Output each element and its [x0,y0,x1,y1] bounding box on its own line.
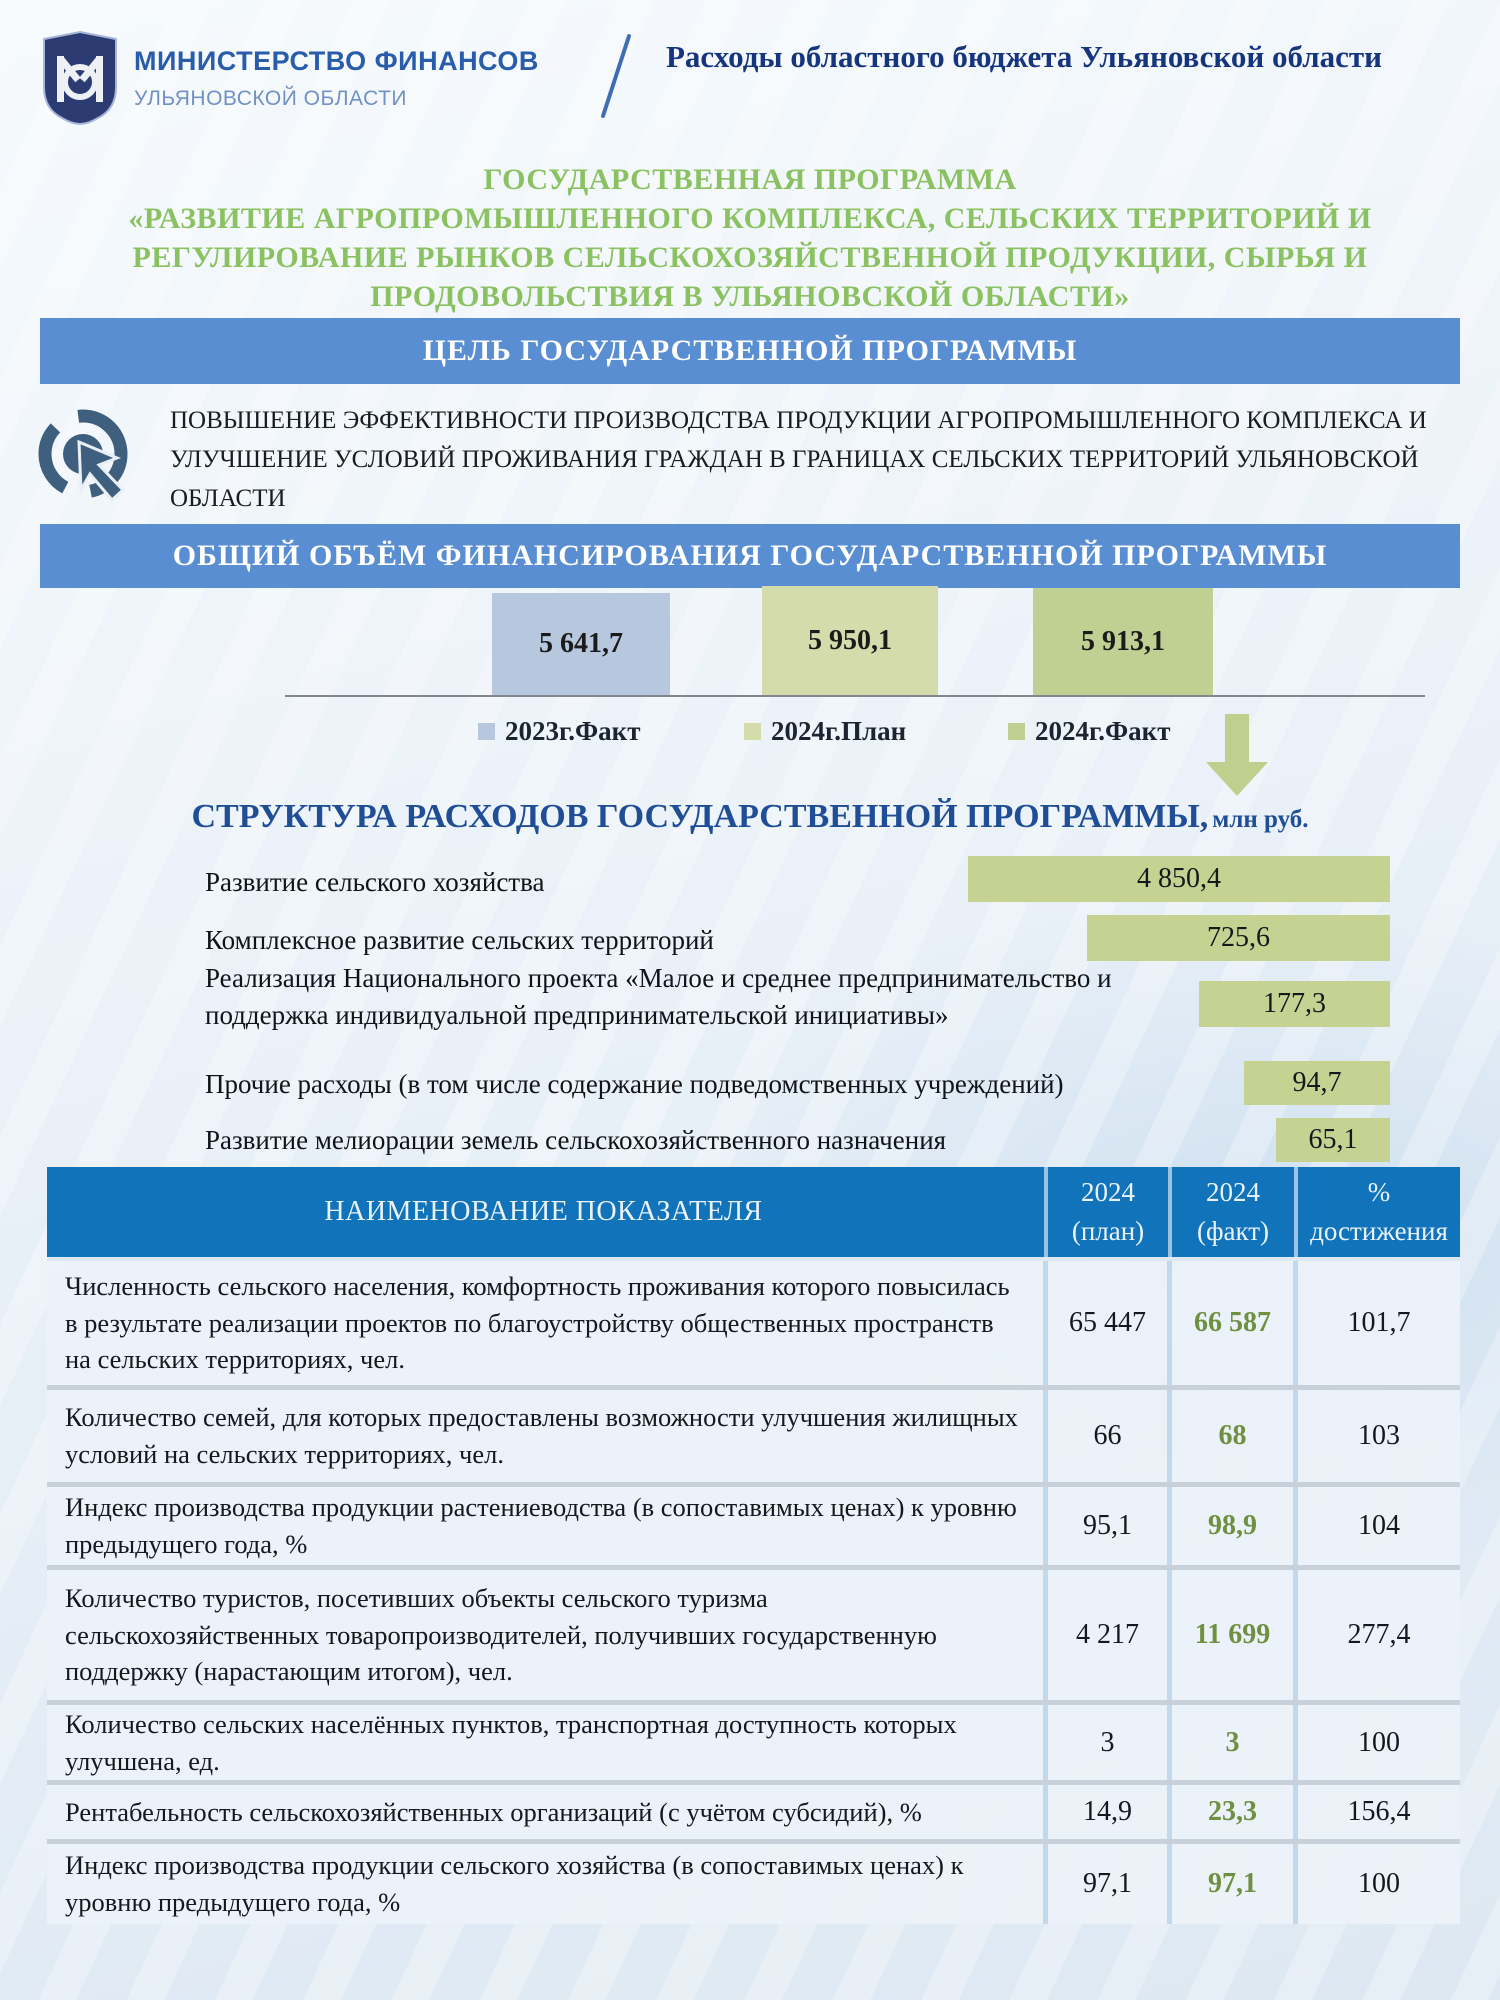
structure-bar: 65,1 [1276,1118,1390,1162]
row-pct-value: 103 [1358,1420,1400,1451]
table-row [47,1839,1460,1924]
program-title-line: ПРОДОВОЛЬСТВИЯ В УЛЬЯНОВСКОЙ ОБЛАСТИ» [370,280,1130,313]
row-pct-value: 156,4 [1347,1796,1411,1827]
header-plan [1048,1167,1172,1257]
row-name: Индекс производства продукции сельского хозяйства (в сопоставимых ценах) к уровню предыдущего года, % [47,1844,1048,1924]
row-fact-value: 66 587 [1172,1261,1298,1385]
structure-label: Комплексное развитие сельских территорий [205,925,714,955]
arrow-head [1206,762,1268,796]
row-name: Рентабельность сельскохозяйственных организаций (с учётом субсидий), % [47,1785,1048,1839]
row-pct-value: 277,4 [1347,1619,1411,1650]
legend-swatch-blue [478,723,495,740]
structure-label: Развитие сельского хозяйства [205,867,545,897]
legend-swatch-lightgreen [744,723,761,740]
structure-title-text: СТРУКТУРА РАСХОДОВ ГОСУДАРСТВЕННОЙ ПРОГРАММЫ, [191,798,1209,835]
structure-label: Прочие расходы (в том числе содержание подведомственных учреждений) [205,1069,1064,1099]
table-row [47,1565,1460,1700]
program-title-line: «РАЗВИТИЕ АГРОПРОМЫШЛЕННОГО КОМПЛЕКСА, СЕЛЬСКИХ ТЕРРИТОРИЙ И [128,202,1372,235]
header-pct-sub: достижения [1310,1216,1448,1246]
row-plan-value: 66 [1048,1390,1172,1482]
legend-label: 2024г.План [771,716,907,746]
row-name: Количество туристов, посетивших объекты сельского туризма сельскохозяйственных товаропроизводителей, получивших государственную поддержку (нарастающим итогом), чел. [47,1570,1048,1700]
ministry-title-block [134,46,539,111]
legend-label: 2023г.Факт [505,716,641,746]
row-plan-value: 65 447 [1048,1261,1172,1385]
row-fact-value: 68 [1172,1390,1298,1482]
units-label: млн руб. [1212,806,1309,833]
funding-bar-2023-fact: 5 641,7 [492,593,670,695]
row-plan-value: 97,1 [1048,1844,1172,1924]
row-fact-value: 98,9 [1172,1487,1298,1565]
indicators-table [47,1167,1460,1924]
header-fact [1172,1167,1298,1257]
funding-bar-2024-plan: 5 950,1 [762,586,938,695]
row-plan-value: 14,9 [1048,1785,1172,1839]
row-name: Количество сельских населённых пунктов, транспортная доступность которых улучшена, ед. [47,1705,1048,1780]
structure-bar: 725,6 [1087,915,1390,961]
target-click-icon [33,398,145,510]
row-plan-value: 95,1 [1048,1487,1172,1565]
ministry-name: МИНИСТЕРСТВО ФИНАНСОВ [134,46,539,76]
structure-label: Реализация Национального проекта «Малое и среднее предпринимательство и поддержка индивидуальной предпринимательской инициативы» [205,963,1112,1030]
funding-banner: ОБЩИЙ ОБЪЁМ ФИНАНСИРОВАНИЯ ГОСУДАРСТВЕННОЙ ПРОГРАММЫ [40,524,1460,588]
row-pct-value: 100 [1358,1726,1400,1758]
row-plan-value: 4 217 [1048,1570,1172,1700]
legend-swatch-olive [1008,723,1025,740]
table-row [47,1482,1460,1565]
table-row [47,1700,1460,1780]
program-title [0,160,1500,316]
structure-title [0,798,1500,836]
structure-label: Развитие мелиорации земель сельскохозяйственного назначения [205,1125,947,1155]
header-pct-sign: % [1367,1176,1391,1207]
structure-bar: 4 850,4 [968,856,1390,902]
program-title-line: РЕГУЛИРОВАНИЕ РЫНКОВ СЕЛЬСКОХОЗЯЙСТВЕННОЙ ПРОДУКЦИИ, СЫРЬЯ И [132,241,1368,274]
header-fact-sub: (факт) [1196,1216,1270,1246]
header-name: НАИМЕНОВАНИЕ ПОКАЗАТЕЛЯ [47,1167,1048,1257]
ministry-logo-shield-icon [40,30,120,126]
row-name: Количество семей, для которых предоставлены возможности улучшения жилищных условий на сельских территориях, чел. [47,1390,1048,1482]
legend-label: 2024г.Факт [1035,716,1171,746]
table-row [47,1385,1460,1482]
row-fact-value: 3 [1172,1705,1298,1780]
row-fact-value: 11 699 [1172,1570,1298,1700]
legend-item-2023-fact [478,716,640,747]
row-name: Индекс производства продукции растениеводства (в сопоставимых ценах) к уровню предыдущего года, % [47,1487,1048,1565]
structure-bar: 177,3 [1199,981,1390,1027]
ministry-region: УЛЬЯНОВСКОЙ ОБЛАСТИ [134,87,407,110]
table-row [47,1780,1460,1839]
goal-banner: ЦЕЛЬ ГОСУДАРСТВЕННОЙ ПРОГРАММЫ [40,318,1460,384]
row-name: Численность сельского населения, комфортность проживания которого повысилась в результате реализации проектов по благоустройству общественных пространств на сельских территориях, чел. [47,1261,1048,1385]
structure-bar: 94,7 [1244,1061,1390,1105]
page-title: Расходы областного бюджета Ульяновской области [666,39,1382,74]
row-fact-value: 23,3 [1172,1785,1298,1839]
row-pct-value: 104 [1358,1510,1400,1541]
program-title-line: ГОСУДАРСТВЕННАЯ ПРОГРАММА [483,163,1017,196]
row-plan-value: 3 [1048,1705,1172,1780]
row-pct-value: 100 [1358,1868,1400,1899]
header-slash-divider [601,34,632,119]
legend-item-2024-plan [744,716,906,747]
goal-text: ПОВЫШЕНИЕ ЭФФЕКТИВНОСТИ ПРОИЗВОДСТВА ПРОДУКЦИИ АГРОПРОМЫШЛЕННОГО КОМПЛЕКСА И УЛУЧШЕНИЕ УСЛОВИЙ ПРОЖИВАНИЯ ГРАЖДАН В ГРАНИЦАХ СЕЛЬСКИХ ТЕРРИТОРИЙ УЛЬЯНОВСКОЙ ОБЛАСТИ [170,407,1427,512]
chart-baseline-axis [285,695,1425,697]
table-row [47,1257,1460,1385]
row-fact-value: 97,1 [1172,1844,1298,1924]
header-plan-sub: (план) [1071,1216,1145,1246]
header-pct [1298,1167,1460,1257]
legend-item-2024-fact [1008,716,1170,747]
table-header-row [47,1167,1460,1257]
structure-title-units [1212,806,1308,833]
header-fact-year: 2024 [1206,1176,1260,1207]
funding-bar-2024-fact: 5 913,1 [1033,588,1213,695]
row-pct-value: 101,7 [1347,1307,1411,1338]
green-down-arrow-icon [1206,714,1268,798]
arrow-stem [1225,714,1249,762]
header-plan-year: 2024 [1081,1176,1135,1207]
